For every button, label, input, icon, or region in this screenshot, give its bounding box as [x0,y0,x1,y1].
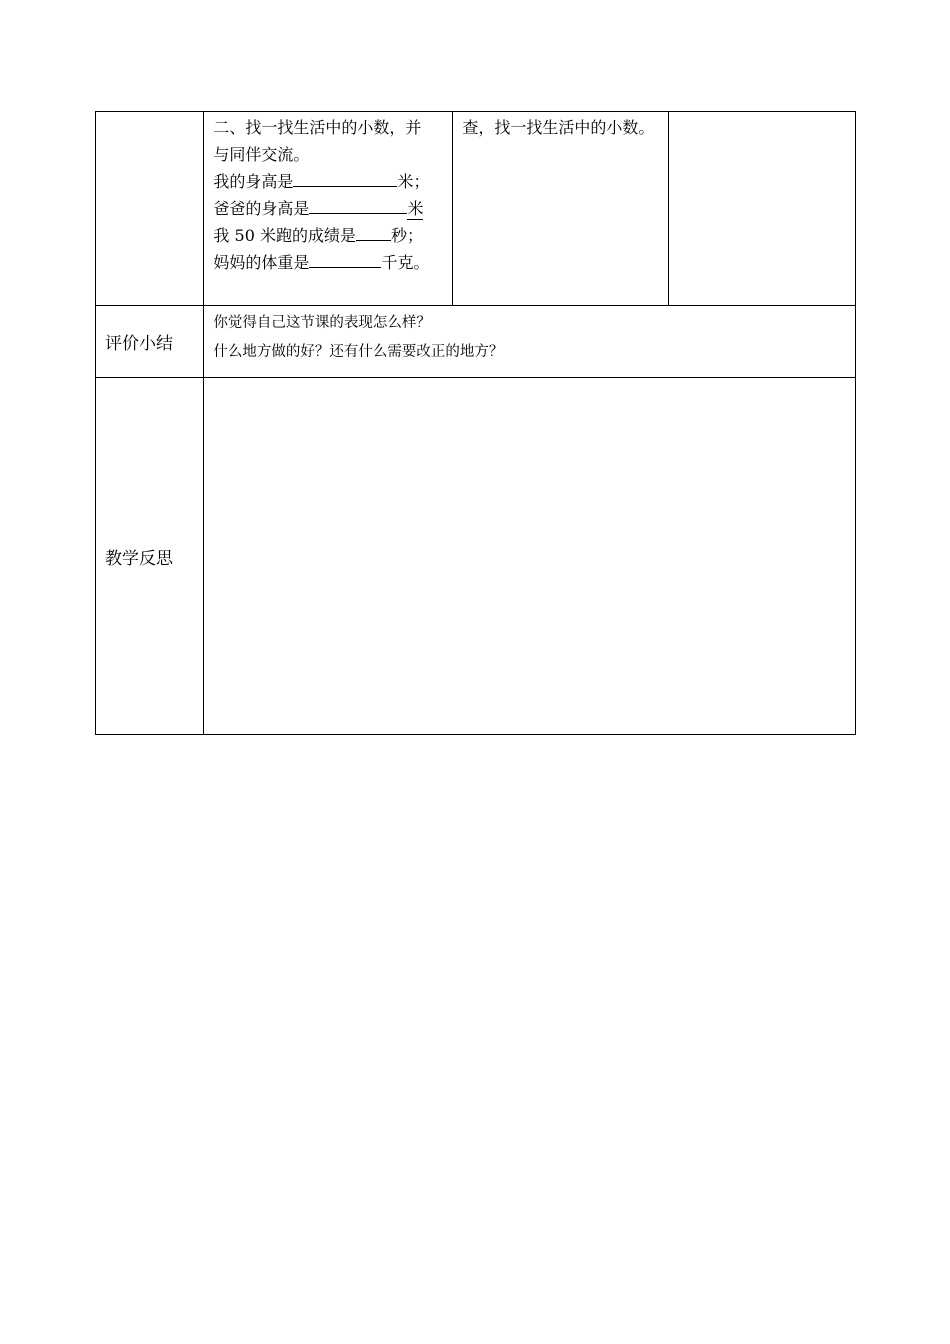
dad-height-blank[interactable] [309,195,407,214]
student-activity-cell [453,112,669,306]
evaluation-question-1: 你觉得自己这节课的表现怎么样？ [213,315,431,331]
mom-weight-blank[interactable] [309,249,381,268]
table-row-evaluation [96,306,856,378]
evaluation-question-2: 什么地方做的好？还有什么需要改正的地方？ [213,344,504,360]
label-cell-empty [96,112,204,306]
run-time-line: 我 50 米跑的成绩是 秒； [213,222,444,249]
table-row-activity [96,112,856,306]
table-row-reflection [96,378,856,735]
run-time-blank[interactable] [356,222,391,241]
evaluation-label: 评价小结 [96,306,204,378]
activity-title: 二、找一找生活中的小数，并 [213,118,422,137]
my-height-line: 我的身高是 米； [213,168,444,195]
notes-cell-empty [669,112,856,306]
lesson-plan-table [95,111,856,735]
mom-weight-line: 妈妈的体重是 千克。 [213,249,444,276]
my-height-blank[interactable] [293,168,397,187]
reflection-label: 教学反思 [96,378,204,735]
student-activity-text: 查，找一找生活中的小数。 [462,118,655,137]
activity-title-cont: 与同伴交流。 [213,145,310,164]
activity-content-cell [204,112,453,306]
dad-height-line: 爸爸的身高是 米 [213,195,444,222]
reflection-content-cell [204,378,856,735]
evaluation-content-cell [204,306,856,378]
